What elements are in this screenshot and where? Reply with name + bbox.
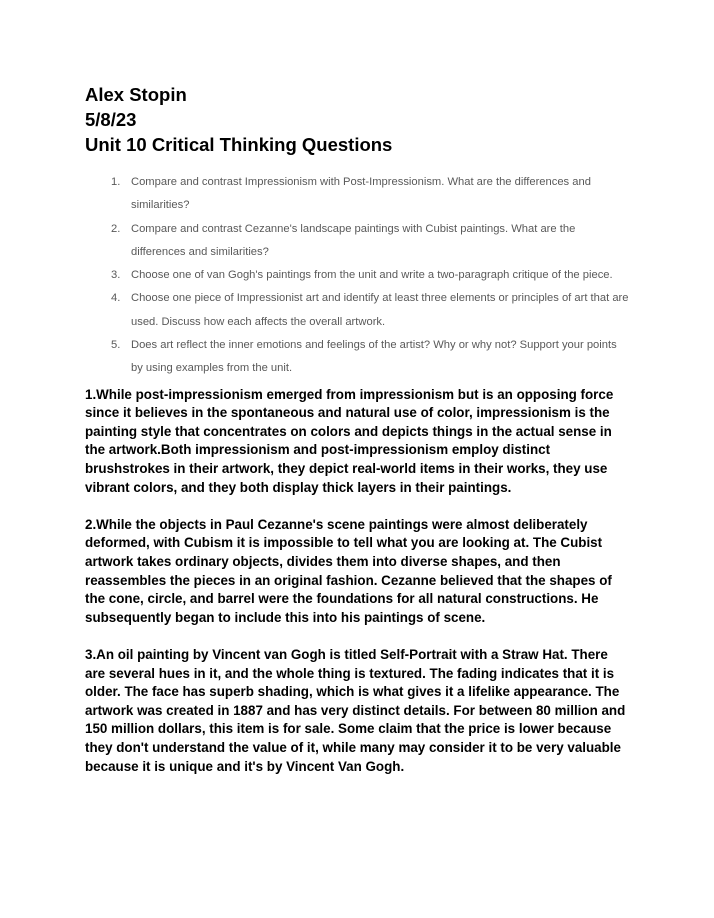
answer-paragraph-3: 3.An oil painting by Vincent van Gogh is titled Self-Portrait with a Straw Hat. There are several hues in it, and the whole thing is textured. The fading indicates that it is older. The face has superb shading, which is what gives it a lifelike appearance. The artwork was created in 1887 and has very distinct details. For between 80 million and 150 million dollars, this item is for sale. Some claim that the price is lower because they don't understand the value of it, while many may consider it to be very valuable because it is unique and it's by Vincent Van Gogh. (85, 646, 626, 774)
question-item (85, 218, 630, 265)
document-title: Unit 10 Critical Thinking Questions (85, 134, 393, 155)
question-number: 5. (111, 339, 121, 352)
question-list (85, 171, 630, 381)
question-number: 3. (111, 269, 121, 282)
question-text: Compare and contrast Impressionism with Post-Impressionism. What are the differences and similarities? (131, 176, 591, 212)
question-item (85, 334, 630, 381)
question-number: 4. (111, 292, 121, 305)
question-item (85, 264, 630, 287)
answer-paragraph-2: 2.While the objects in Paul Cezanne's scene paintings were almost deliberately deformed, with Cubism it is impossible to tell what you are looking at. The Cubist artwork takes ordinary objects, divides them into diverse shapes, and then reassembles the pieces in an original fashion. Cezanne believed that the shapes of the cone, circle, and barrel were the foundations for all natural constructions. He subsequently began to include this into his paintings of scene. (85, 516, 612, 625)
document-date: 5/8/23 (85, 109, 137, 130)
document-header (85, 82, 630, 157)
question-text: Choose one of van Gogh's paintings from the unit and write a two-paragraph critique of the piece. (131, 269, 613, 282)
author-name: Alex Stopin (85, 84, 187, 105)
question-text: Choose one piece of Impressionist art and identify at least three elements or principles of art that are used. Discuss how each affects the overall artwork. (131, 292, 629, 328)
question-number: 2. (111, 222, 121, 235)
question-item (85, 171, 630, 218)
question-text: Compare and contrast Cezanne's landscape paintings with Cubist paintings. What are the differences and similarities? (131, 222, 576, 258)
answer-section (85, 386, 630, 776)
question-text: Does art reflect the inner emotions and feelings of the artist? Why or why not? Support your points by using examples from the unit. (131, 339, 617, 375)
answer-paragraph-1: 1.While post-impressionism emerged from impressionism but is an opposing force since it believes in the spontaneous and natural use of color, impressionism is the painting style that concentrates on colors and depicts things in the actual sense in the artwork.Both impressionism and post-impressionism employ distinct brushstrokes in their artwork, they depict real-world items in their works, they use vibrant colors, and they both display thick layers in their paintings. (85, 386, 614, 495)
question-item (85, 287, 630, 334)
document-page (85, 82, 630, 776)
question-number: 1. (111, 176, 121, 188)
